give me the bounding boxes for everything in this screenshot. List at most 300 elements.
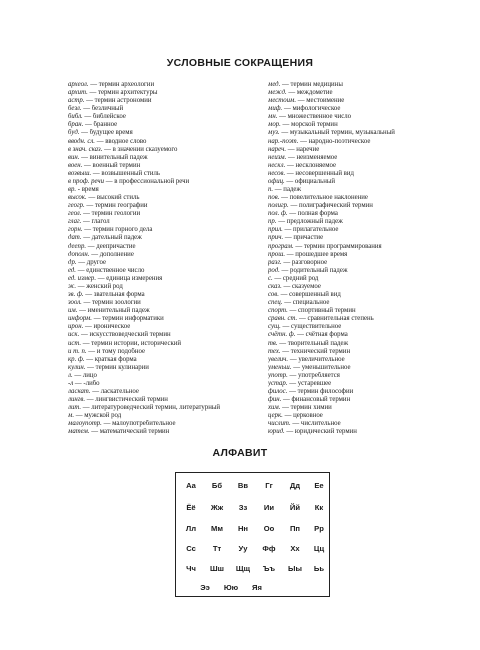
abbreviation-definition: — ироническое — [83, 323, 131, 331]
abbreviation-entry — [68, 97, 264, 105]
abbreviation-term: тех. — [268, 347, 281, 355]
abbreviation-entry — [68, 348, 264, 356]
abbreviation-entry — [68, 226, 264, 234]
abbreviation-definition: — краткая форма — [84, 355, 137, 363]
abbreviation-definition: — увеличительное — [288, 355, 345, 363]
abbreviation-term: муз. — [268, 129, 280, 137]
abbreviation-entry — [68, 162, 264, 170]
abbreviation-definition: — полная форма — [287, 210, 338, 218]
abbreviation-term: числит. — [268, 420, 291, 428]
abbreviation-definition: — народно-поэтическое — [298, 137, 371, 145]
alphabet-letter: Вв — [237, 481, 249, 490]
alphabet-letter: Рр — [314, 524, 324, 533]
abbreviation-term: мед. — [268, 81, 281, 88]
alphabet-letter: Щщ — [235, 564, 251, 573]
abbreviations-right-column — [268, 81, 438, 436]
abbreviation-term: им. — [68, 307, 78, 315]
abbreviation-definition: — термин медицины — [280, 81, 343, 88]
abbreviation-entry — [268, 364, 438, 372]
abbreviation-entry — [68, 388, 264, 396]
abbreviation-entry — [268, 299, 438, 307]
abbreviation-definition: — повелительное наклонение — [279, 194, 368, 202]
alphabet-letter: Мм — [211, 524, 223, 533]
abbreviation-definition: — единица измерения — [96, 274, 163, 282]
abbreviation-entry — [68, 138, 264, 146]
abbreviation-entry — [268, 267, 438, 275]
abbreviation-term: архит. — [68, 89, 88, 97]
abbreviation-entry — [268, 412, 438, 420]
abbreviation-definition: — звательная форма — [83, 291, 145, 299]
abbreviation-term: высок. — [68, 194, 87, 202]
abbreviation-term: малоупотр. — [68, 420, 102, 428]
abbreviation-definition: - время — [76, 186, 99, 194]
alphabet-letter: Кк — [314, 503, 324, 512]
abbreviation-definition: — церковное — [282, 412, 323, 420]
abbreviation-definition: — существительное — [280, 323, 342, 331]
alphabet-letter: Пп — [289, 524, 301, 533]
abbreviation-term: нескл. — [268, 161, 286, 169]
abbreviation-entry — [68, 170, 264, 178]
abbreviation-entry — [268, 251, 438, 259]
abbreviation-term: програм. — [268, 242, 294, 250]
abbreviation-entry — [68, 267, 264, 275]
abbreviation-term: горн. — [68, 226, 83, 234]
abbreviation-definition: — единственное число — [76, 266, 145, 274]
abbreviation-term: тв. — [268, 339, 278, 347]
abbreviation-definition: — лицо — [72, 371, 97, 379]
abbreviation-definition: — сказуемое — [281, 282, 321, 290]
alphabet-letter: Ёё — [186, 503, 196, 512]
abbreviation-entry — [68, 218, 264, 226]
abbreviation-definition: — термин информатики — [92, 315, 164, 323]
abbreviation-term: вин. — [68, 153, 80, 161]
alphabet-letter: Ъъ — [262, 564, 276, 573]
abbreviation-entry — [268, 234, 438, 242]
abbreviation-term: сущ. — [268, 323, 281, 331]
abbreviation-entry — [268, 348, 438, 356]
abbreviation-entry — [68, 154, 264, 162]
alphabet-letter: Ьь — [313, 564, 325, 573]
abbreviation-term: -л — [68, 379, 74, 387]
abbreviation-definition: — военный термин — [82, 161, 141, 169]
abbreviation-entry — [268, 307, 438, 315]
abbreviation-entry — [68, 428, 264, 436]
abbreviation-term: хим. — [268, 404, 281, 412]
abbreviation-definition: — дательный падеж — [81, 234, 142, 242]
abbreviation-term: бран. — [68, 121, 84, 129]
alphabet-letter: Уу — [238, 544, 248, 553]
abbreviation-entry — [268, 138, 438, 146]
abbreviation-entry — [68, 234, 264, 242]
abbreviation-definition: — термин химии — [280, 404, 332, 412]
abbreviation-definition: — винительный падеж — [79, 153, 148, 161]
alphabet-letter: Фф — [262, 544, 276, 553]
abbreviation-term: межд. — [268, 89, 287, 97]
abbreviation-entry — [268, 323, 438, 331]
abbreviation-definition: — неизменяемое — [286, 153, 338, 161]
alphabet-title: АЛФАВИТ — [212, 447, 268, 459]
abbreviation-definition: — несовершенный вид — [285, 169, 354, 177]
abbreviation-entry — [68, 396, 264, 404]
abbreviation-term: сравн. ст. — [268, 315, 298, 323]
abbreviation-term: геол. — [68, 210, 82, 218]
abbreviation-definition: — специальное — [282, 299, 330, 307]
abbreviation-entry — [268, 113, 438, 121]
abbreviation-entry — [268, 420, 438, 428]
abbreviation-entry — [268, 121, 438, 129]
abbreviation-term: зв. ф. — [68, 291, 84, 299]
abbreviation-term: иск. — [68, 331, 80, 339]
abbreviation-definition: — -либо — [73, 379, 100, 387]
abbreviation-definition: — юридический термин — [284, 428, 357, 436]
abbreviation-definition: — бранное — [83, 121, 118, 129]
abbreviation-term: офиц. — [268, 177, 285, 185]
alphabet-letter: Ээ — [200, 583, 210, 592]
abbreviation-definition: — прилагательное — [282, 226, 339, 234]
abbreviation-term: в проф. речи — [68, 177, 105, 185]
abbreviation-term: сказ. — [268, 282, 282, 290]
abbreviation-definition: — женский род — [76, 282, 123, 290]
abbreviation-definition: — безличный — [81, 105, 124, 113]
abbreviation-entry — [268, 178, 438, 186]
abbreviation-entry — [68, 372, 264, 380]
abbreviation-entry — [68, 275, 264, 283]
abbreviation-term: счётн. ф. — [268, 331, 296, 339]
abbreviation-term: л. — [68, 371, 73, 379]
abbreviation-definition: — другое — [76, 258, 107, 266]
abbreviation-entry — [68, 331, 264, 339]
abbreviation-entry — [268, 210, 438, 218]
abbreviation-term: дополн. — [68, 250, 90, 258]
abbreviation-entry — [268, 331, 438, 339]
abbreviation-term: миф. — [268, 105, 283, 113]
abbreviation-entry — [268, 340, 438, 348]
abbreviation-entry — [68, 356, 264, 364]
abbreviation-term: неизм. — [268, 153, 287, 161]
alphabet-letter: Лл — [185, 524, 197, 533]
abbreviation-entry — [68, 105, 264, 113]
abbreviation-term: вводн. сл. — [68, 137, 96, 145]
abbreviation-term: информ. — [68, 315, 93, 323]
alphabet-letter: Шш — [210, 564, 224, 573]
abbreviation-entry — [268, 186, 438, 194]
abbreviation-term: безл. — [68, 105, 82, 113]
abbreviations-title: УСЛОВНЫЕ СОКРАЩЕНИЯ — [166, 57, 314, 69]
alphabet-letter: Юю — [223, 583, 239, 592]
abbreviation-definition: — финансовый термин — [281, 396, 351, 404]
abbreviation-term: п. — [268, 186, 274, 194]
abbreviation-term: матем. — [68, 428, 90, 436]
abbreviation-definition: — и тому подобное — [86, 347, 145, 355]
alphabet-letter: Яя — [252, 583, 262, 592]
abbreviation-entry — [68, 315, 264, 323]
abbreviation-entry — [268, 372, 438, 380]
abbreviation-entry — [68, 340, 264, 348]
alphabet-letter: Бб — [211, 481, 223, 490]
abbreviation-term: местоим. — [268, 97, 297, 105]
alphabet-letter: Цц — [313, 544, 325, 553]
alphabet-letter: Дд — [289, 481, 301, 490]
abbreviation-term: ирон. — [68, 323, 84, 331]
abbreviation-term: лит. — [68, 404, 82, 412]
abbreviation-definition: — музыкальный термин, музыкальный — [279, 129, 395, 137]
abbreviation-definition: — родительный падеж — [279, 266, 348, 274]
abbreviation-entry — [68, 210, 264, 218]
abbreviation-definition: — морской термин — [280, 121, 338, 129]
abbreviation-definition: — термин философии — [287, 387, 354, 395]
abbreviation-entry — [268, 283, 438, 291]
abbreviation-entry — [268, 81, 438, 89]
abbreviation-definition: — ласкательное — [90, 387, 139, 395]
abbreviation-term: кр. ф. — [68, 355, 85, 363]
abbreviation-term: деепр. — [68, 242, 87, 250]
abbreviation-term: пов. — [268, 194, 280, 202]
abbreviation-definition: — в значении сказуемого — [102, 145, 178, 153]
alphabet-table — [175, 472, 330, 597]
abbreviation-term: ед. измер. — [68, 274, 97, 282]
abbreviation-definition: — возвышенный стиль — [91, 169, 160, 177]
abbreviation-entry — [68, 194, 264, 202]
abbreviation-definition: — в профессиональной речи — [104, 177, 190, 185]
abbreviation-entry — [268, 291, 438, 299]
abbreviation-term: возвыш. — [68, 169, 92, 177]
abbreviation-definition: — полиграфический термин — [288, 202, 373, 210]
abbreviation-term: разг. — [268, 258, 282, 266]
abbreviation-entry — [268, 154, 438, 162]
abbreviation-entry — [68, 186, 264, 194]
alphabet-letter: Ии — [263, 503, 275, 512]
abbreviation-term: сов. — [268, 291, 279, 299]
abbreviation-term: вр. — [68, 186, 77, 194]
abbreviation-entry — [268, 105, 438, 113]
abbreviation-definition: — сравнительная степень — [297, 315, 374, 323]
abbreviation-entry — [268, 162, 438, 170]
abbreviation-definition: — средний род — [272, 274, 319, 282]
alphabet-letter: Ыы — [288, 564, 302, 573]
abbreviation-entry — [268, 146, 438, 154]
abbreviation-definition: — множественное число — [277, 113, 352, 121]
alphabet-letter: Жж — [210, 503, 224, 512]
abbreviation-entry — [68, 420, 264, 428]
alphabet-letter: Йй — [289, 503, 301, 512]
alphabet-letter: Хх — [290, 544, 300, 553]
abbreviation-term: мн. — [268, 113, 278, 121]
abbreviation-term: археол. — [68, 81, 89, 88]
alphabet-letter: Ее — [314, 481, 324, 490]
abbreviation-term: нар.-поэт. — [268, 137, 299, 145]
abbreviation-entry — [268, 380, 438, 388]
abbreviation-entry — [68, 89, 264, 97]
abbreviation-term: ед. — [68, 266, 76, 274]
abbreviation-definition: — математический термин — [89, 428, 170, 436]
abbreviation-term: нареч. — [268, 145, 287, 153]
abbreviation-term: м. — [68, 412, 75, 420]
abbreviation-entry — [68, 113, 264, 121]
abbreviation-term: и т. п. — [68, 347, 87, 355]
abbreviation-definition: — причастие — [283, 234, 324, 242]
abbreviation-term: пол. ф. — [268, 210, 288, 218]
abbreviation-term: фин. — [268, 396, 282, 404]
abbreviation-entry — [268, 170, 438, 178]
abbreviation-definition: — разговорное — [281, 258, 328, 266]
abbreviation-entry — [268, 356, 438, 364]
abbreviation-definition: — искусствоведческий термин — [79, 331, 171, 339]
abbreviation-term: буд. — [68, 129, 80, 137]
abbreviation-definition: — именительный падеж — [77, 307, 150, 315]
abbreviation-definition: — дополнение — [89, 250, 134, 258]
abbreviation-definition: — междометие — [286, 89, 333, 97]
abbreviation-entry — [268, 129, 438, 137]
abbreviation-definition: — употребляется — [287, 371, 340, 379]
abbreviation-definition: — термин программирования — [293, 242, 382, 250]
abbreviation-entry — [68, 323, 264, 331]
abbreviation-term: геогр. — [68, 202, 85, 210]
abbreviation-term: прош. — [268, 250, 286, 258]
abbreviation-entry — [68, 81, 264, 89]
abbreviation-term: филос. — [268, 387, 288, 395]
alphabet-letter: Тт — [212, 544, 222, 553]
abbreviation-term: кулин. — [68, 363, 86, 371]
alphabet-letter: Чч — [186, 564, 196, 573]
abbreviation-term: уменьш. — [268, 363, 292, 371]
abbreviation-entry — [268, 243, 438, 251]
abbreviation-term: пр. — [268, 218, 277, 226]
abbreviation-definition: — будущее время — [79, 129, 133, 137]
alphabet-letter: Зз — [238, 503, 248, 512]
abbreviation-term: воен. — [68, 161, 83, 169]
abbreviation-definition: — мужской род — [74, 412, 122, 420]
abbreviation-entry — [68, 380, 264, 388]
abbreviation-definition: — предложный падеж — [276, 218, 343, 226]
abbreviation-entry — [268, 404, 438, 412]
abbreviation-definition: — малоупотребительное — [101, 420, 176, 428]
abbreviation-definition: — термин архитектуры — [87, 89, 158, 97]
abbreviation-term: астр. — [68, 97, 85, 105]
abbreviation-definition: — библейское — [82, 113, 126, 121]
abbreviation-entry — [268, 194, 438, 202]
abbreviation-term: употр. — [268, 371, 288, 379]
abbreviation-definition: — наречие — [286, 145, 320, 153]
abbreviation-entry — [268, 315, 438, 323]
abbreviation-definition: — устаревшее — [287, 379, 332, 387]
abbreviation-term: в знач. сказ. — [68, 145, 103, 153]
abbreviation-entry — [268, 388, 438, 396]
abbreviation-term: др. — [68, 258, 77, 266]
abbreviation-entry — [68, 251, 264, 259]
abbreviation-entry — [268, 202, 438, 210]
abbreviation-definition: — вводное слово — [95, 137, 147, 145]
abbreviation-entry — [68, 259, 264, 267]
abbreviations-left-column — [68, 81, 264, 436]
abbreviation-definition: — местоимение — [296, 97, 345, 105]
abbreviation-definition: — термин кулинарии — [85, 363, 149, 371]
abbreviation-term: ж. — [68, 282, 77, 290]
abbreviation-definition: — уменьшительное — [291, 363, 351, 371]
abbreviation-definition: — глагол — [81, 218, 110, 226]
abbreviation-entry — [68, 307, 264, 315]
abbreviation-term: устар. — [268, 379, 288, 387]
abbreviation-term: спорт. — [268, 307, 288, 315]
abbreviation-entry — [268, 97, 438, 105]
alphabet-letter: Оо — [263, 524, 275, 533]
abbreviation-term: род. — [268, 266, 280, 274]
abbreviation-term: спец. — [268, 299, 283, 307]
abbreviation-entry — [268, 226, 438, 234]
abbreviation-definition: — технический термин — [280, 347, 351, 355]
abbreviation-definition: — мифологическое — [282, 105, 341, 113]
abbreviation-term: несов. — [268, 169, 286, 177]
abbreviation-term: увелич. — [268, 355, 289, 363]
abbreviation-term: с. — [268, 274, 273, 282]
abbreviation-definition: — прошедшее время — [285, 250, 348, 258]
abbreviation-definition: — счётная форма — [295, 331, 348, 339]
abbreviation-definition: — деепричастие — [86, 242, 136, 250]
abbreviation-definition: — термин зоологии — [81, 299, 141, 307]
abbreviation-definition: — термин географии — [84, 202, 148, 210]
alphabet-letter: Нн — [237, 524, 249, 533]
abbreviation-entry — [268, 275, 438, 283]
abbreviation-definition: — официальный — [284, 177, 336, 185]
abbreviation-definition: — числительное — [290, 420, 341, 428]
abbreviation-definition: — высокий стиль — [86, 194, 140, 202]
alphabet-letter: Аа — [186, 481, 196, 490]
abbreviation-entry — [68, 129, 264, 137]
abbreviation-entry — [68, 412, 264, 420]
abbreviation-entry — [68, 299, 264, 307]
abbreviation-definition: — творительный падеж — [277, 339, 349, 347]
abbreviation-definition: — несклоняемое — [285, 161, 337, 169]
abbreviation-entry — [68, 404, 264, 412]
abbreviation-term: полигр. — [268, 202, 289, 210]
abbreviation-definition: — литературоведческий термин, литературный — [81, 404, 221, 412]
abbreviation-term: лингв. — [68, 396, 86, 404]
alphabet-letter: Гг — [265, 481, 273, 490]
abbreviation-entry — [268, 259, 438, 267]
abbreviation-entry — [68, 283, 264, 291]
abbreviation-definition: — термин истории, исторический — [81, 339, 182, 347]
abbreviation-term: библ. — [68, 113, 83, 121]
abbreviation-definition: — термин геологии — [81, 210, 141, 218]
abbreviation-entry — [68, 146, 264, 154]
abbreviation-term: глаг. — [68, 218, 82, 226]
abbreviation-entry — [68, 202, 264, 210]
abbreviation-entry — [68, 121, 264, 129]
abbreviation-term: ист. — [68, 339, 82, 347]
abbreviation-definition: — термин астрономии — [84, 97, 152, 105]
abbreviation-term: церк. — [268, 412, 283, 420]
abbreviation-entry — [68, 291, 264, 299]
abbreviation-definition: — падеж — [273, 186, 302, 194]
abbreviation-term: дат. — [68, 234, 82, 242]
abbreviation-term: мор. — [268, 121, 281, 129]
abbreviation-definition: — совершенный вид — [278, 291, 341, 299]
abbreviation-term: ласкат. — [68, 387, 91, 395]
abbreviation-entry — [268, 428, 438, 436]
abbreviation-term: прил. — [268, 226, 283, 234]
alphabet-letter: Сс — [186, 544, 196, 553]
abbreviation-entry — [268, 218, 438, 226]
abbreviation-term: прич. — [268, 234, 284, 242]
abbreviation-entry — [68, 178, 264, 186]
abbreviation-definition: — спортивный термин — [287, 307, 356, 315]
abbreviation-entry — [68, 243, 264, 251]
abbreviation-definition: — термин горного дела — [82, 226, 153, 234]
abbreviation-entry — [268, 396, 438, 404]
abbreviation-entry — [268, 89, 438, 97]
abbreviation-definition: — лингвистический термин — [85, 396, 168, 404]
abbreviation-entry — [68, 364, 264, 372]
abbreviation-definition: — термин археологии — [88, 81, 155, 88]
